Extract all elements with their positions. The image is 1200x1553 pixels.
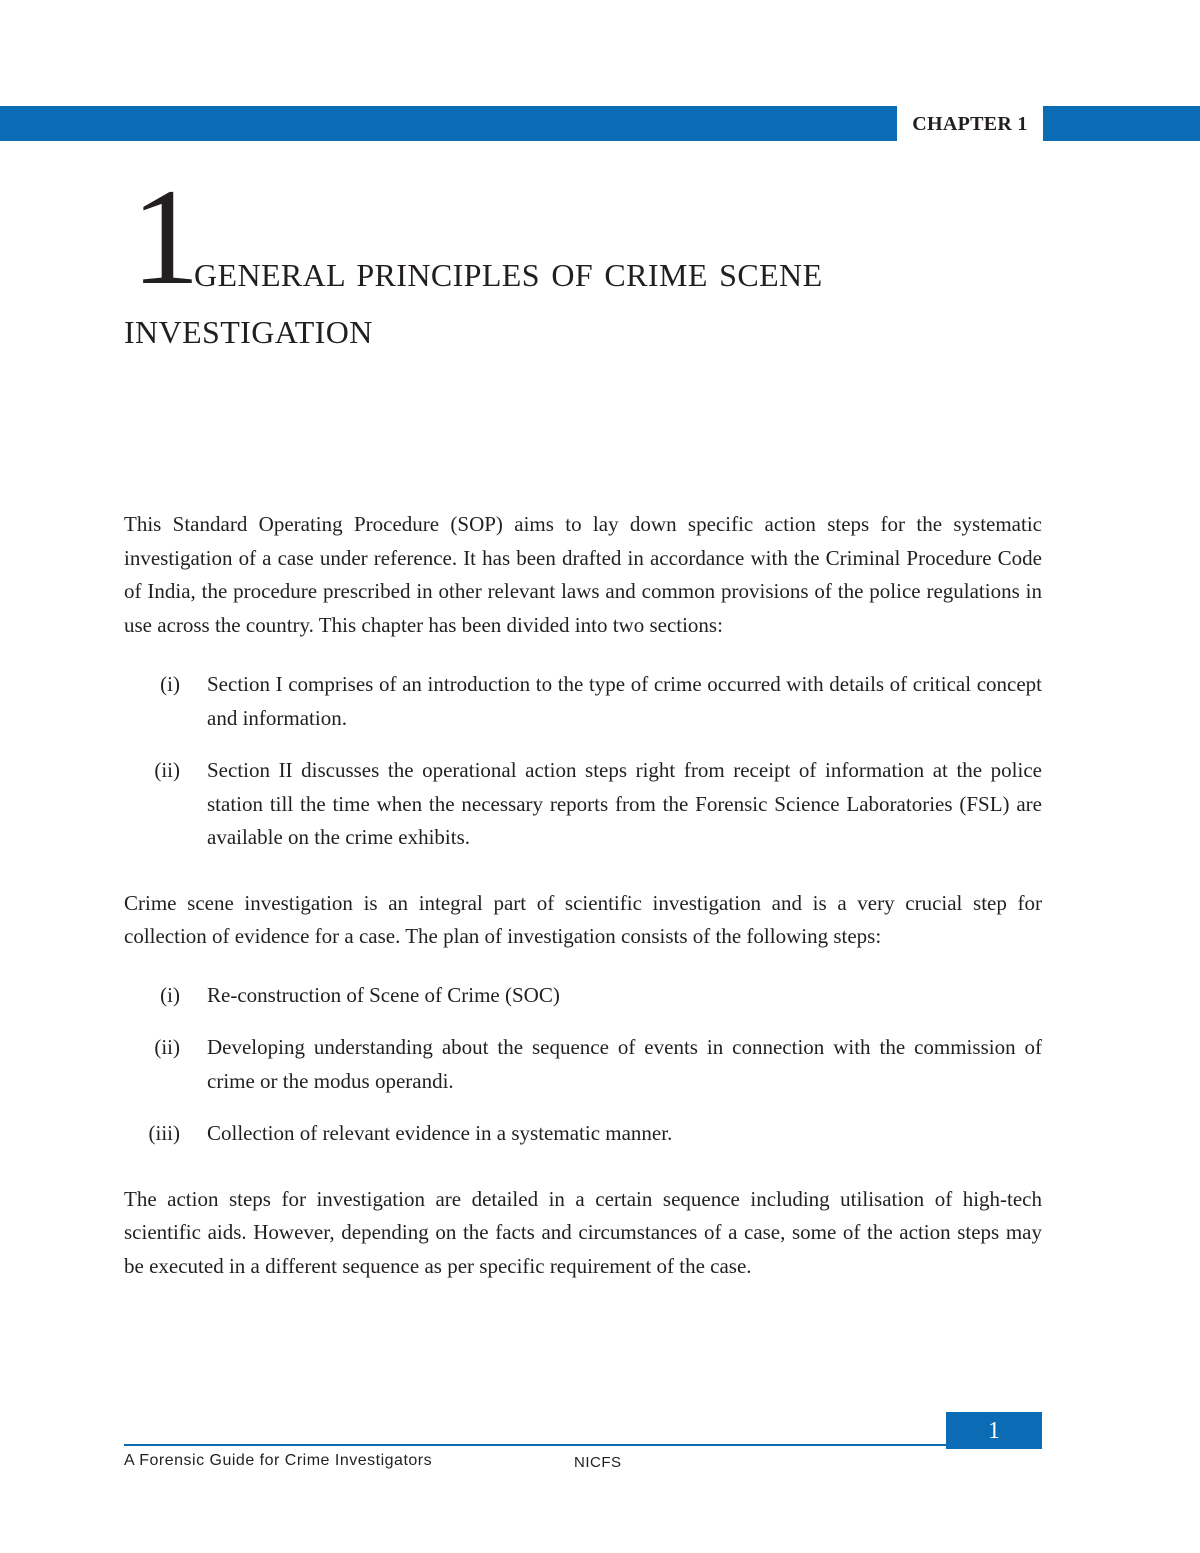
list-item-text: Section I comprises of an introduction to the type of crime occurred with details of critical concept and information.: [207, 672, 1042, 730]
list-item: [124, 1117, 1042, 1151]
footer-publisher: NICFS: [574, 1454, 622, 1471]
list-item: [124, 979, 1042, 1013]
list-item-number: (ii): [154, 1035, 180, 1059]
chapter-number: 1: [131, 160, 200, 313]
closing-paragraph: The action steps for investigation are detailed in a certain sequence including utilisation of high-tech scientific aids. However, depending on the facts and circumstances of a case, some of the action steps may be executed in a different sequence as per specific requirement of the case.: [124, 1186, 1042, 1278]
list-item: [124, 1031, 1042, 1098]
footer-rule: [124, 1444, 946, 1446]
sections-list: [124, 668, 1042, 855]
steps-list: [124, 979, 1042, 1151]
chapter-label: CHAPTER 1: [912, 113, 1028, 135]
list-item-text: Collection of relevant evidence in a systematic manner.: [207, 1121, 673, 1145]
intro-paragraph: This Standard Operating Procedure (SOP) aims to lay down specific action steps for the systematic investigation of a case under reference. It has been drafted in accordance with the Criminal Procedure Code of India, the procedure prescribed in other relevant laws and common provisions of the police regulations in use across the country. This chapter has been divided into two sections:: [124, 512, 1042, 637]
list-item-text: Developing understanding about the sequence of events in connection with the commission of crime or the modus operandi.: [207, 1035, 1042, 1093]
csi-paragraph: Crime scene investigation is an integral part of scientific investigation and is a very crucial step for collection of evidence for a case. The plan of investigation consists of the following steps:: [124, 890, 1042, 948]
footer-book-title: A Forensic Guide for Crime Investigators: [124, 1452, 433, 1469]
chapter-title-line-1: GENERAL PRINCIPLES OF CRIME SCENE: [194, 257, 823, 293]
list-item-number: (i): [160, 672, 180, 696]
list-item-text: Section II discusses the operational action steps right from receipt of information at the police station till the time when the necessary reports from the Forensic Science Laboratories (FSL) are available on the crime exhibits.: [207, 758, 1042, 849]
list-item-text: Re-construction of Scene of Crime (SOC): [207, 982, 560, 1007]
header-band-left: [0, 106, 897, 141]
page-number: 1: [946, 1412, 1042, 1449]
list-item: [124, 754, 1042, 855]
list-item-number: (ii): [154, 758, 180, 782]
header-band-right: [1043, 106, 1200, 141]
body-content: [124, 508, 1042, 1283]
list-item-number: (i): [160, 982, 180, 1007]
list-item: [124, 668, 1042, 735]
chapter-title-line-2: INVESTIGATION: [124, 314, 373, 350]
list-item-number: (iii): [148, 1121, 180, 1145]
